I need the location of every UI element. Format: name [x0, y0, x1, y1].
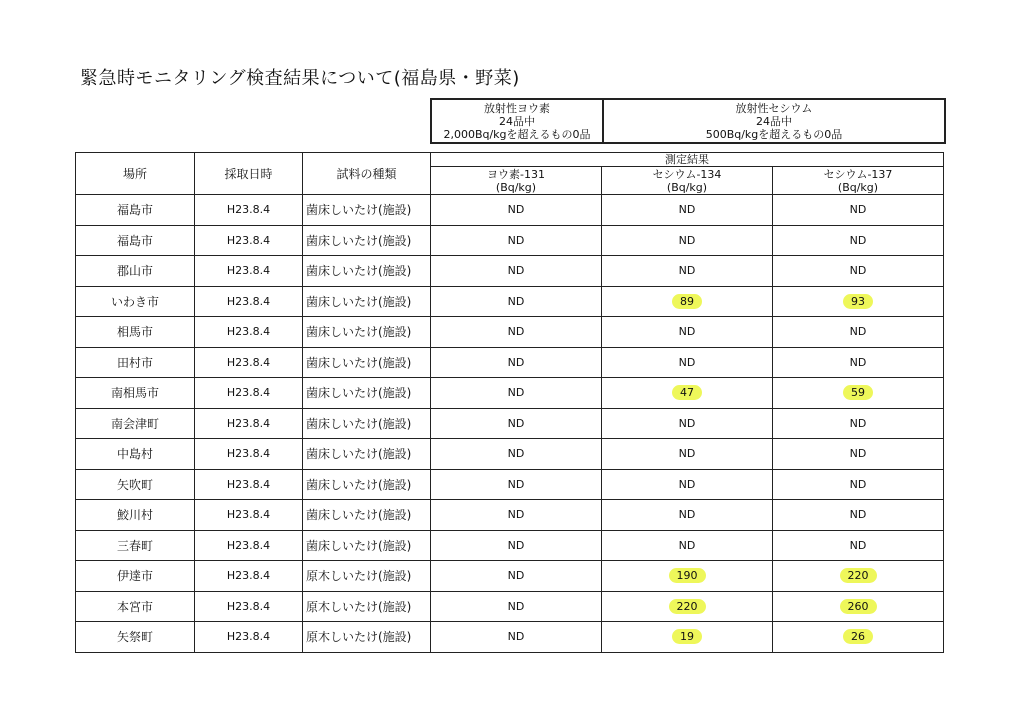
i131-value: ND	[507, 325, 525, 339]
sample-value: 菌床しいたけ(施設)	[306, 294, 412, 309]
sample-cell	[303, 439, 431, 470]
cs137-value: 26	[843, 629, 873, 644]
cs137-value: ND	[849, 325, 867, 339]
date-value: H23.8.4	[226, 477, 271, 491]
i131-cell	[431, 347, 602, 378]
table-row	[76, 256, 944, 287]
location-value: いわき市	[110, 294, 159, 309]
sample-cell	[303, 469, 431, 500]
date-cell	[195, 256, 303, 287]
i131-cell	[431, 530, 602, 561]
sample-cell	[303, 286, 431, 317]
table-row	[76, 317, 944, 348]
cs137-cell	[773, 530, 944, 561]
location-cell	[76, 439, 195, 470]
date-value: H23.8.4	[226, 599, 271, 613]
i131-cell	[431, 500, 602, 531]
cs137-cell	[773, 622, 944, 653]
cs137-cell	[773, 408, 944, 439]
cs134-value: 190	[669, 568, 706, 583]
i131-cell	[431, 256, 602, 287]
header-cs137-label: セシウム-137	[823, 167, 893, 181]
sample-value: 菌床しいたけ(施設)	[306, 416, 412, 431]
cs134-cell	[602, 469, 773, 500]
cs134-cell	[602, 622, 773, 653]
location-cell	[76, 561, 195, 592]
cs137-cell	[773, 378, 944, 409]
cs134-cell	[602, 408, 773, 439]
sample-cell	[303, 622, 431, 653]
sample-cell	[303, 530, 431, 561]
sample-value: 菌床しいたけ(施設)	[306, 447, 412, 462]
cs137-value: ND	[849, 508, 867, 522]
i131-cell	[431, 195, 602, 226]
iodine-summary-count: 24品中	[499, 114, 535, 128]
cs137-cell	[773, 317, 944, 348]
cesium-summary-note: 500Bq/kgを超えるもの0品	[705, 127, 843, 141]
header-cs134	[602, 167, 773, 195]
cs134-value: 47	[672, 385, 702, 400]
sample-value: 菌床しいたけ(施設)	[306, 355, 412, 370]
date-value: H23.8.4	[226, 630, 271, 644]
sample-value: 菌床しいたけ(施設)	[306, 264, 412, 279]
i131-cell	[431, 286, 602, 317]
i131-value: ND	[507, 233, 525, 247]
sample-cell	[303, 408, 431, 439]
cs137-value: 260	[840, 599, 877, 614]
sample-value: 原木しいたけ(施設)	[306, 569, 412, 584]
sample-cell	[303, 225, 431, 256]
header-i131-label: ヨウ素-131	[487, 167, 545, 181]
cs137-cell	[773, 256, 944, 287]
cs137-value: ND	[849, 203, 867, 217]
location-cell	[76, 256, 195, 287]
sample-cell	[303, 591, 431, 622]
cs134-value: 220	[669, 599, 706, 614]
cs134-value: ND	[678, 325, 696, 339]
header-i131-unit: (Bq/kg)	[495, 180, 537, 194]
date-cell	[195, 195, 303, 226]
cs134-cell	[602, 195, 773, 226]
sample-cell	[303, 256, 431, 287]
sample-value: 菌床しいたけ(施設)	[306, 233, 412, 248]
location-cell	[76, 500, 195, 531]
date-cell	[195, 347, 303, 378]
location-value: 相馬市	[116, 325, 153, 340]
cs137-cell	[773, 561, 944, 592]
location-cell	[76, 408, 195, 439]
location-cell	[76, 591, 195, 622]
location-cell	[76, 469, 195, 500]
date-cell	[195, 530, 303, 561]
cs134-cell	[602, 256, 773, 287]
iodine-summary-note: 2,000Bq/kgを超えるもの0品	[443, 127, 591, 141]
table-row	[76, 469, 944, 500]
cs137-value: ND	[849, 477, 867, 491]
sample-cell	[303, 378, 431, 409]
cesium-summary-count: 24品中	[756, 114, 792, 128]
date-value: H23.8.4	[226, 447, 271, 461]
date-value: H23.8.4	[226, 355, 271, 369]
sample-cell	[303, 195, 431, 226]
sample-cell	[303, 561, 431, 592]
location-value: 田村市	[116, 355, 153, 370]
cs137-cell	[773, 469, 944, 500]
date-cell	[195, 225, 303, 256]
cs134-value: ND	[678, 264, 696, 278]
cs134-cell	[602, 439, 773, 470]
cs134-value: ND	[678, 477, 696, 491]
date-cell	[195, 286, 303, 317]
i131-cell	[431, 225, 602, 256]
date-cell	[195, 378, 303, 409]
header-cs137-unit: (Bq/kg)	[837, 180, 879, 194]
cs137-cell	[773, 439, 944, 470]
summary-table	[430, 98, 946, 144]
cs134-value: ND	[678, 203, 696, 217]
location-value: 南相馬市	[110, 386, 159, 401]
i131-value: ND	[507, 477, 525, 491]
cs137-cell	[773, 195, 944, 226]
cs134-value: ND	[678, 538, 696, 552]
location-cell	[76, 530, 195, 561]
date-cell	[195, 591, 303, 622]
i131-value: ND	[507, 508, 525, 522]
date-value: H23.8.4	[226, 325, 271, 339]
location-value: 伊達市	[116, 569, 153, 584]
cs137-value: 59	[843, 385, 873, 400]
date-cell	[195, 317, 303, 348]
location-value: 福島市	[116, 233, 153, 248]
cs134-value: ND	[678, 447, 696, 461]
i131-value: ND	[507, 416, 525, 430]
sample-value: 菌床しいたけ(施設)	[306, 203, 412, 218]
header-sample: 試料の種類	[303, 153, 431, 195]
sample-cell	[303, 347, 431, 378]
date-value: H23.8.4	[226, 233, 271, 247]
date-value: H23.8.4	[226, 416, 271, 430]
i131-cell	[431, 439, 602, 470]
location-cell	[76, 317, 195, 348]
cesium-summary-label: 放射性セシウム	[735, 101, 813, 115]
date-cell	[195, 561, 303, 592]
sample-value: 菌床しいたけ(施設)	[306, 386, 412, 401]
cs137-cell	[773, 591, 944, 622]
cs134-value: ND	[678, 416, 696, 430]
location-value: 福島市	[116, 203, 153, 218]
i131-value: ND	[507, 294, 525, 308]
results-body	[76, 195, 944, 653]
iodine-summary-cell	[431, 99, 603, 143]
i131-value: ND	[507, 599, 525, 613]
cs134-cell	[602, 347, 773, 378]
date-value: H23.8.4	[226, 264, 271, 278]
cs134-value: ND	[678, 355, 696, 369]
results-table	[75, 152, 944, 653]
table-row	[76, 225, 944, 256]
header-cs134-unit: (Bq/kg)	[666, 180, 708, 194]
table-row	[76, 347, 944, 378]
date-cell	[195, 622, 303, 653]
i131-cell	[431, 469, 602, 500]
table-row	[76, 622, 944, 653]
i131-value: ND	[507, 538, 525, 552]
cs137-value: ND	[849, 416, 867, 430]
date-cell	[195, 500, 303, 531]
i131-cell	[431, 591, 602, 622]
cs134-cell	[602, 286, 773, 317]
i131-cell	[431, 408, 602, 439]
date-value: H23.8.4	[226, 508, 271, 522]
i131-cell	[431, 378, 602, 409]
location-value: 矢祭町	[116, 630, 153, 645]
cs134-value: ND	[678, 233, 696, 247]
table-row	[76, 561, 944, 592]
sample-value: 菌床しいたけ(施設)	[306, 477, 412, 492]
cs137-value: ND	[849, 538, 867, 552]
cs134-cell	[602, 378, 773, 409]
i131-cell	[431, 317, 602, 348]
date-value: H23.8.4	[226, 294, 271, 308]
cs137-cell	[773, 500, 944, 531]
iodine-summary-label: 放射性ヨウ素	[484, 101, 550, 115]
i131-value: ND	[507, 630, 525, 644]
table-row	[76, 408, 944, 439]
cs134-cell	[602, 530, 773, 561]
cs134-value: 19	[672, 629, 702, 644]
sample-cell	[303, 500, 431, 531]
cs137-value: 220	[840, 568, 877, 583]
cs134-cell	[602, 591, 773, 622]
location-value: 本宮市	[116, 599, 153, 614]
sample-cell	[303, 317, 431, 348]
cs137-value: ND	[849, 233, 867, 247]
i131-value: ND	[507, 447, 525, 461]
date-value: H23.8.4	[226, 386, 271, 400]
sample-value: 菌床しいたけ(施設)	[306, 508, 412, 523]
cs134-cell	[602, 317, 773, 348]
sample-value: 原木しいたけ(施設)	[306, 630, 412, 645]
header-location: 場所	[76, 153, 195, 195]
location-value: 鮫川村	[116, 508, 153, 523]
table-row	[76, 286, 944, 317]
cs137-value: ND	[849, 355, 867, 369]
cs134-cell	[602, 225, 773, 256]
header-measurement: 測定結果	[431, 153, 944, 167]
header-cs134-label: セシウム-134	[652, 167, 722, 181]
cs137-cell	[773, 286, 944, 317]
date-value: H23.8.4	[226, 538, 271, 552]
page-title: 緊急時モニタリング検査結果について(福島県・野菜)	[80, 68, 520, 89]
location-value: 郡山市	[116, 264, 153, 279]
sample-value: 菌床しいたけ(施設)	[306, 325, 412, 340]
date-value: H23.8.4	[226, 203, 271, 217]
i131-value: ND	[507, 355, 525, 369]
sample-value: 原木しいたけ(施設)	[306, 599, 412, 614]
header-cs137	[773, 167, 944, 195]
i131-value: ND	[507, 264, 525, 278]
cs134-cell	[602, 500, 773, 531]
location-value: 矢吹町	[116, 477, 153, 492]
location-cell	[76, 286, 195, 317]
cs134-cell	[602, 561, 773, 592]
cs137-value: 93	[843, 294, 873, 309]
table-row	[76, 530, 944, 561]
date-cell	[195, 439, 303, 470]
cesium-summary-cell	[603, 99, 945, 143]
cs137-cell	[773, 347, 944, 378]
location-cell	[76, 225, 195, 256]
location-value: 三春町	[116, 538, 153, 553]
location-cell	[76, 378, 195, 409]
table-row	[76, 378, 944, 409]
header-i131	[431, 167, 602, 195]
i131-value: ND	[507, 386, 525, 400]
location-cell	[76, 347, 195, 378]
date-value: H23.8.4	[226, 569, 271, 583]
location-value: 南会津町	[110, 416, 159, 431]
cs137-cell	[773, 225, 944, 256]
date-cell	[195, 469, 303, 500]
location-cell	[76, 195, 195, 226]
i131-cell	[431, 561, 602, 592]
table-row	[76, 195, 944, 226]
cs137-value: ND	[849, 447, 867, 461]
table-row	[76, 500, 944, 531]
location-cell	[76, 622, 195, 653]
i131-value: ND	[507, 569, 525, 583]
location-value: 中島村	[116, 447, 153, 462]
cs134-value: 89	[672, 294, 702, 309]
header-date: 採取日時	[195, 153, 303, 195]
i131-cell	[431, 622, 602, 653]
i131-value: ND	[507, 203, 525, 217]
date-cell	[195, 408, 303, 439]
cs137-value: ND	[849, 264, 867, 278]
table-row	[76, 591, 944, 622]
table-row	[76, 439, 944, 470]
sample-value: 菌床しいたけ(施設)	[306, 538, 412, 553]
cs134-value: ND	[678, 508, 696, 522]
